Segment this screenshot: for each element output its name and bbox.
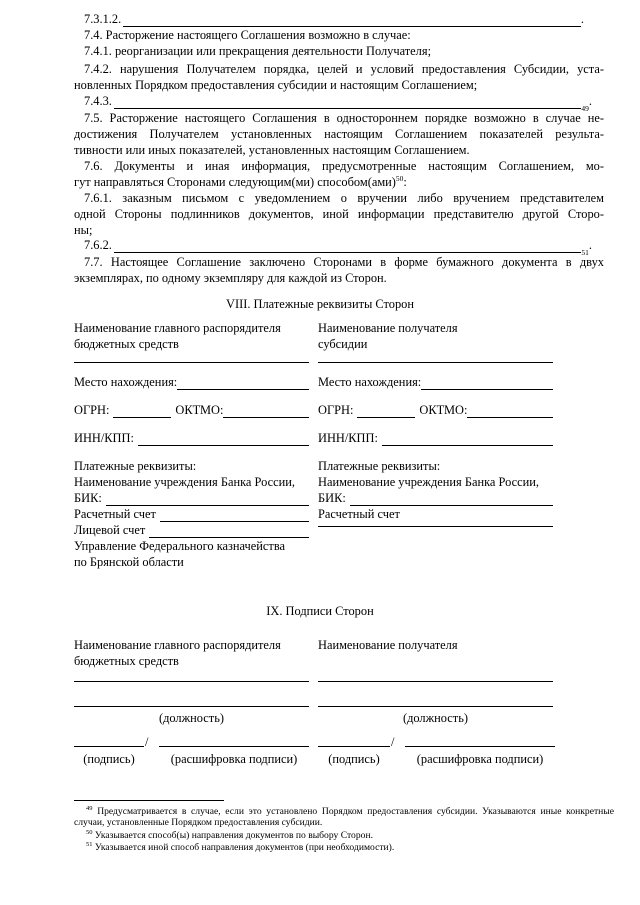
- clause-7-5-line2: достижения Получателем установленных настоящим Соглашением показателей результа-: [74, 127, 604, 141]
- oktmo-line: [467, 405, 553, 418]
- clause-number: 7.4.3.: [84, 94, 112, 108]
- signature-block-right: [318, 637, 553, 653]
- payment-title: Платежные реквизиты:: [74, 459, 197, 473]
- clause-number: 7.6.2.: [84, 238, 112, 252]
- left-position-line: [74, 706, 309, 707]
- ogrn-oktmo-field: [74, 402, 309, 418]
- ogrn-line: [357, 405, 415, 418]
- footnote-number: 51: [86, 840, 93, 848]
- right-decoding-caption: (расшифровка подписи): [416, 752, 544, 766]
- account-line: [318, 526, 553, 527]
- footnote-text: Указывается иной способ направления документов (при необходимости).: [94, 842, 395, 853]
- bank-name-label: Наименование учреждения Банка России,: [74, 475, 295, 489]
- clause-7-3-1-2: 7.3.1.2. .: [84, 12, 584, 26]
- inn-label: ИНН/КПП:: [318, 431, 378, 445]
- signature-block-left: [74, 637, 309, 669]
- grantor-name-label-1: Наименование главного распорядителя: [74, 321, 281, 335]
- left-decoding-line: [159, 746, 309, 747]
- location-field: [318, 374, 553, 390]
- ogrn-line: [113, 405, 171, 418]
- recipient-name-line: [318, 362, 553, 363]
- clause-7-6-line1: 7.6. Документы и иная информация, предусмотренные настоящим Соглашением, мо-: [84, 159, 604, 173]
- bik-label: БИК:: [318, 491, 346, 505]
- clause-7-6-1-line1: 7.6.1. заказным письмом с уведомлением о вручении либо вручением представителем: [84, 191, 604, 205]
- footnote-ref: 50: [395, 173, 404, 183]
- inn-line: [382, 433, 553, 446]
- ogrn-label: ОГРН:: [318, 403, 354, 417]
- bik-field: [74, 490, 309, 506]
- payment-details-right: [318, 320, 553, 527]
- recipient-name-label-2: субсидии: [318, 337, 368, 351]
- footnote-49: [74, 806, 614, 828]
- right-signature-caption: (подпись): [328, 752, 380, 766]
- footnote-number: 49: [86, 804, 93, 812]
- personal-account-line: [149, 525, 309, 538]
- account-field: [74, 506, 309, 522]
- footnote-51: [74, 842, 614, 853]
- clause-7-6-1-line2: одной Стороны подлинников документов, иной информации представителю другой Сторо-: [74, 207, 604, 221]
- clause-7-7-line2: экземплярах, по одному экземпляру для каждой из Сторон.: [74, 271, 387, 285]
- oktmo-label: ОКТМО:: [175, 403, 224, 417]
- left-signature-caption: (подпись): [83, 752, 135, 766]
- inn-line: [138, 433, 309, 446]
- location-label: Место нахождения:: [74, 375, 178, 389]
- clause-7-4: 7.4. Расторжение настоящего Соглашения возможно в случае:: [84, 28, 411, 42]
- grantor-name-line: [74, 362, 309, 363]
- location-line: [177, 377, 309, 390]
- clause-7-4-2-line2: новленных Порядком предоставления субсидии и настоящим Соглашением;: [74, 78, 478, 92]
- treasury-line-2: по Брянской области: [74, 555, 184, 569]
- payment-details-left: [74, 320, 309, 570]
- clause-7-5-line3: тивности или иных показателей, установленных настоящим Соглашением.: [74, 143, 470, 157]
- bank-name-label: Наименование учреждения Банка России,: [318, 475, 539, 489]
- grantor-name-label-2: бюджетных средств: [74, 337, 179, 351]
- personal-account-field: [74, 522, 309, 538]
- personal-account-label: Лицевой счет: [74, 523, 146, 537]
- inn-field: [74, 430, 309, 446]
- right-position-line: [318, 706, 553, 707]
- recipient-name-label: Наименование получателя: [318, 638, 458, 652]
- left-signature-line: [74, 746, 144, 747]
- clause-7-6-2: 7.6.2. 51 .: [84, 238, 592, 257]
- footnote-50: [74, 830, 614, 841]
- account-label: Расчетный счет: [318, 507, 400, 521]
- bik-label: БИК:: [74, 491, 102, 505]
- clause-7-4-2-line1: 7.4.2. нарушения Получателем порядка, целей и условий предоставления Субсидии, уста-: [84, 62, 604, 76]
- clause-7-6-line2: гут направляться Сторонами следующим(ми) способом(ами)$^{50}$:: [74, 173, 407, 189]
- blank-line: [123, 14, 581, 27]
- left-name-line: [74, 681, 309, 682]
- account-line: [160, 509, 309, 522]
- right-position-caption: (должность): [402, 711, 469, 725]
- bik-line: [350, 493, 553, 506]
- bik-field: [318, 490, 553, 506]
- right-signature-line: [318, 746, 390, 747]
- location-field: [74, 374, 309, 390]
- oktmo-label: ОКТМО:: [419, 403, 468, 417]
- clause-7-5-line1: 7.5. Расторжение настоящего Соглашения в одностороннем порядке возможно в случае не-: [84, 111, 604, 125]
- grantor-name-label-1: Наименование главного распорядителя: [74, 638, 281, 652]
- clause-number: 7.3.1.2.: [84, 12, 122, 26]
- account-label: Расчетный счет: [74, 507, 156, 521]
- location-label: Место нахождения:: [318, 375, 422, 389]
- slash: /: [391, 735, 395, 749]
- clause-7-4-1: 7.4.1. реорганизации или прекращения деятельности Получателя;: [84, 44, 432, 58]
- blank-line: [114, 96, 582, 109]
- blank-line: [114, 240, 582, 253]
- ogrn-label: ОГРН:: [74, 403, 110, 417]
- inn-label: ИНН/КПП:: [74, 431, 134, 445]
- footnote-separator: [74, 800, 224, 801]
- footnote-number: 50: [86, 828, 93, 836]
- clause-7-7-line1: 7.7. Настоящее Соглашение заключено Сторонами в форме бумажного документа в двух: [84, 255, 604, 269]
- left-decoding-caption: (расшифровка подписи): [170, 752, 298, 766]
- clause-text: гут направляться Сторонами следующим(ми) способом(ами): [74, 175, 396, 189]
- clause-7-6-1-line3: ны;: [74, 223, 93, 237]
- footnote-text: Указывается способ(ы) направления документов по выбору Сторон.: [94, 830, 373, 841]
- recipient-name-label-1: Наименование получателя: [318, 321, 458, 335]
- clause-7-4-3: 7.4.3. 49 .: [84, 94, 592, 113]
- treasury-line-1: Управление Федерального казначейства: [74, 539, 286, 553]
- right-decoding-line: [405, 746, 555, 747]
- left-position-caption: (должность): [158, 711, 225, 725]
- inn-field: [318, 430, 553, 446]
- footnote-text: Предусматривается в случае, если это установлено Порядком предоставления субсидии. Указываются иные конкретные случаи, установленные Порядком предоставления субсидии.: [74, 806, 615, 828]
- grantor-name-label-2: бюджетных средств: [74, 654, 179, 668]
- section-8-title: VIII. Платежные реквизиты Сторон: [226, 297, 414, 311]
- right-name-line: [318, 681, 553, 682]
- bik-line: [106, 493, 309, 506]
- slash: /: [145, 735, 149, 749]
- oktmo-line: [223, 405, 309, 418]
- ogrn-oktmo-field: [318, 402, 553, 418]
- payment-title: Платежные реквизиты:: [318, 459, 441, 473]
- location-line: [421, 377, 553, 390]
- section-9-title: IX. Подписи Сторон: [266, 604, 374, 618]
